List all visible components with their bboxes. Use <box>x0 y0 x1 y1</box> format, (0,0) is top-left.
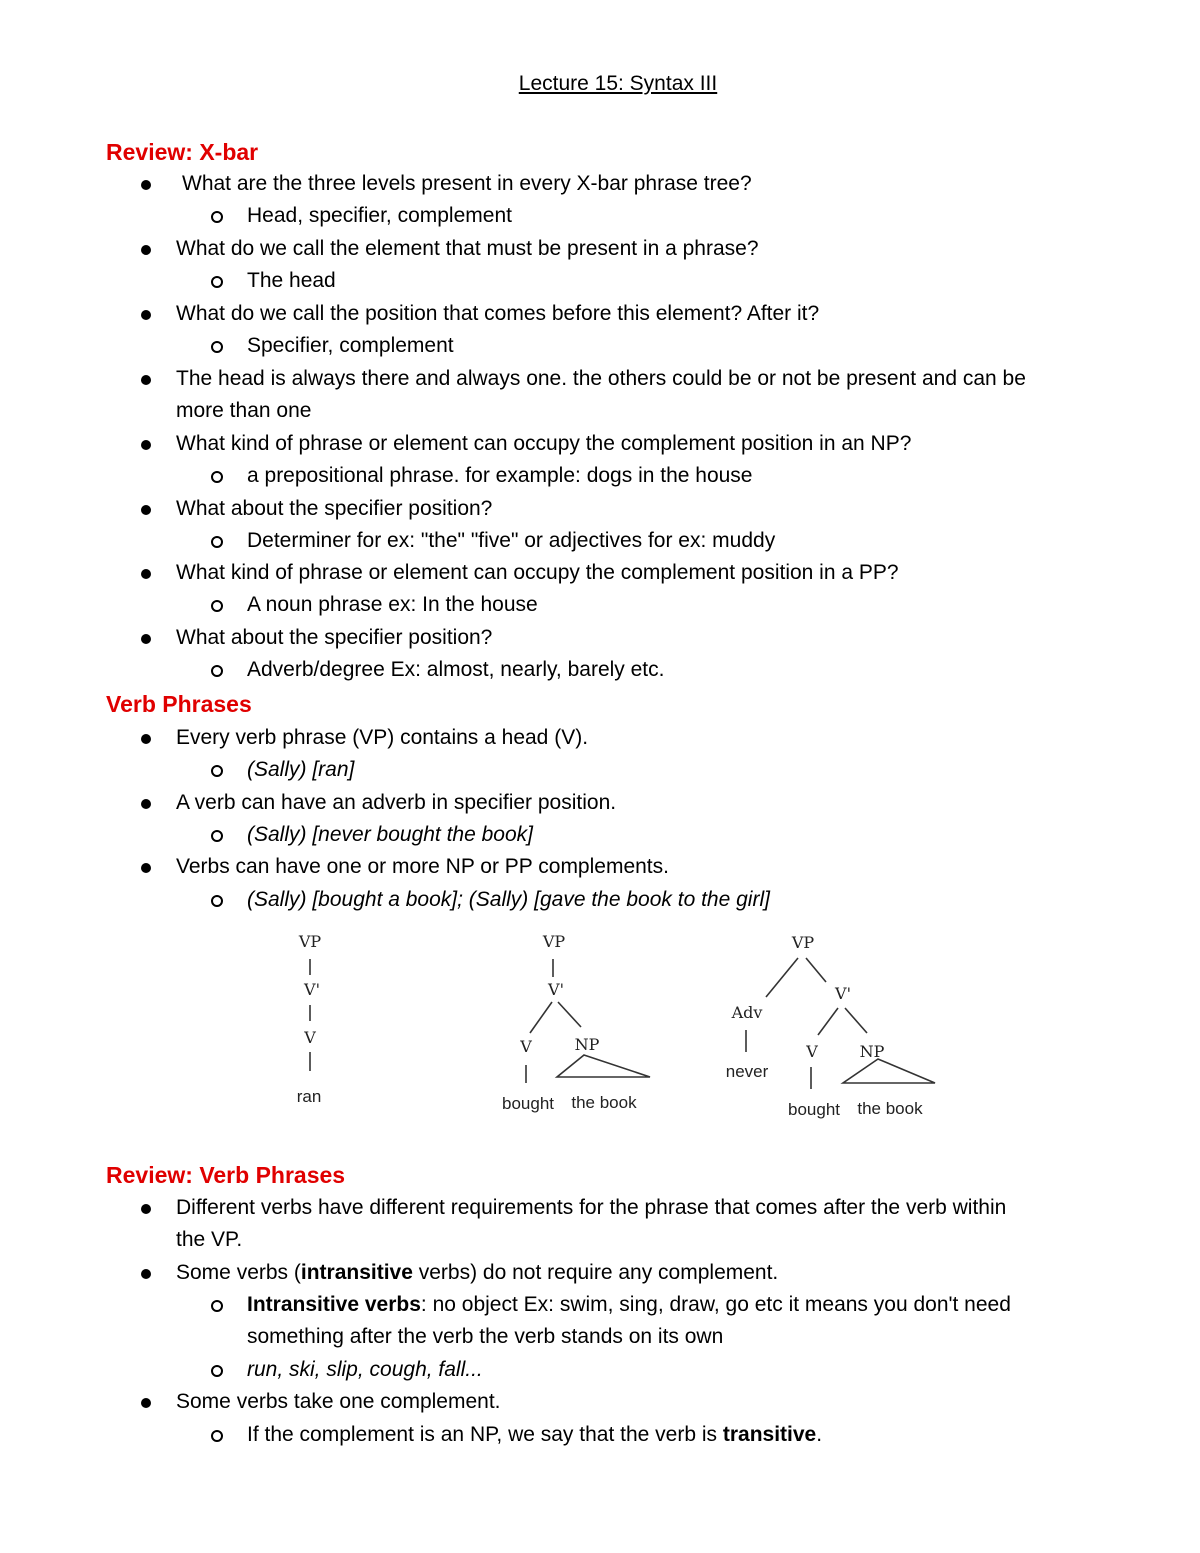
bullet-icon <box>141 863 151 873</box>
sub-list-item <box>247 1419 822 1451</box>
bullet-icon <box>141 245 151 255</box>
sub-list-item: The head <box>247 269 336 292</box>
bullet-icon <box>141 1269 151 1279</box>
tree2-object-words: the book <box>571 1093 637 1112</box>
tree3-vp-label: VP <box>791 933 815 952</box>
text-run: If the complement is an NP, we say that the verb is <box>247 1423 723 1446</box>
list-item: Verbs can have one or more NP or PP complements. <box>176 855 669 878</box>
sub-list-item: (Sally) [ran] <box>247 758 355 781</box>
sub-list-item: a prepositional phrase. for example: dogs in the house <box>247 464 753 487</box>
tree2-np-label: NP <box>574 1035 600 1054</box>
sub-list-item: run, ski, slip, cough, fall... <box>247 1358 483 1381</box>
list-item: What do we call the position that comes before this element? After it? <box>176 302 820 325</box>
bullet-icon <box>141 1398 151 1408</box>
circle-bullet-icon <box>211 1300 223 1312</box>
circle-bullet-icon <box>211 1430 223 1442</box>
sub-list-item <box>247 1289 1011 1321</box>
bullet-icon <box>141 569 151 579</box>
circle-bullet-icon <box>211 895 223 907</box>
circle-bullet-icon <box>211 211 223 223</box>
list-item: The head is always there and always one. the others could be or not be present and can be <box>176 367 1026 390</box>
tree2-vbar-label: V' <box>548 980 564 999</box>
tree1-v-label: V <box>304 1028 316 1047</box>
circle-bullet-icon <box>211 1365 223 1377</box>
tree3-vbar-label: V' <box>835 984 851 1003</box>
bullet-icon <box>141 799 151 809</box>
circle-bullet-icon <box>211 600 223 612</box>
section-heading-xbar: Review: X-bar <box>106 139 259 165</box>
text-run: : no object Ex: swim, sing, draw, go etc it means you don't need <box>420 1293 1011 1316</box>
text-run: verbs) do not require any complement. <box>412 1261 779 1284</box>
tree1-vbar-label: V' <box>304 980 320 999</box>
bullet-icon <box>141 310 151 320</box>
text-run: Some verbs ( <box>176 1261 301 1284</box>
list-item: Every verb phrase (VP) contains a head (V). <box>176 726 589 749</box>
tree1-word: ran <box>296 1087 322 1106</box>
list-item: What about the specifier position? <box>176 626 493 649</box>
sub-list-item: (Sally) [bought a book]; (Sally) [gave the book to the girl] <box>247 888 770 911</box>
bullet-icon <box>141 1204 151 1214</box>
tree3-adverb-word: never <box>725 1062 769 1081</box>
circle-bullet-icon <box>211 341 223 353</box>
list-item-continuation: the VP. <box>176 1228 243 1251</box>
sub-list-item: Specifier, complement <box>247 334 454 357</box>
list-item: Different verbs have different requirements for the phrase that comes after the verb within <box>176 1196 1007 1219</box>
circle-bullet-icon <box>211 830 223 842</box>
tree2-vp-label: VP <box>542 932 566 951</box>
circle-bullet-icon <box>211 536 223 548</box>
list-item: Some verbs take one complement. <box>176 1390 501 1413</box>
bold-term: transitive <box>722 1423 817 1446</box>
section-heading-verb-phrases: Verb Phrases <box>106 691 252 717</box>
list-item: A verb can have an adverb in specifier position. <box>176 791 617 814</box>
sub-list-item: Determiner for ex: "the" "five" or adjectives for ex: muddy <box>247 529 776 552</box>
text-run: . <box>816 1423 823 1446</box>
bullet-icon <box>141 734 151 744</box>
tree3-object-words: the book <box>857 1099 923 1118</box>
list-item: What about the specifier position? <box>176 497 493 520</box>
tree1-vp-label: VP <box>298 932 322 951</box>
sub-list-item: Head, specifier, complement <box>247 204 512 227</box>
circle-bullet-icon <box>211 276 223 288</box>
list-item: What kind of phrase or element can occupy the complement position in a PP? <box>176 561 899 584</box>
sub-list-item: A noun phrase ex: In the house <box>247 593 538 616</box>
page-title: Lecture 15: Syntax III <box>518 72 718 95</box>
tree3-v-label: V <box>806 1042 818 1061</box>
list-item: What do we call the element that must be present in a phrase? <box>176 237 759 260</box>
bullet-icon <box>141 375 151 385</box>
sub-list-item-continuation: something after the verb the verb stands on its own <box>247 1325 724 1348</box>
bullet-icon <box>141 180 151 190</box>
bold-term: Intransitive verbs <box>247 1293 421 1316</box>
circle-bullet-icon <box>211 471 223 483</box>
bullet-icon <box>141 505 151 515</box>
sub-list-item: Adverb/degree Ex: almost, nearly, barely etc. <box>247 658 665 681</box>
bold-term: intransitive <box>300 1261 413 1284</box>
tree3-adv-label: Adv <box>731 1003 763 1022</box>
list-item: What kind of phrase or element can occupy the complement position in an NP? <box>176 432 912 455</box>
sub-list-item: (Sally) [never bought the book] <box>247 823 534 846</box>
list-item: What are the three levels present in every X-bar phrase tree? <box>182 172 752 195</box>
bullet-icon <box>141 440 151 450</box>
circle-bullet-icon <box>211 665 223 677</box>
tree2-verb-word: bought <box>502 1094 554 1113</box>
tree2-v-label: V <box>520 1037 532 1056</box>
tree3-verb-word: bought <box>788 1100 840 1119</box>
bullet-icon <box>141 634 151 644</box>
circle-bullet-icon <box>211 765 223 777</box>
list-item-continuation: more than one <box>176 399 312 422</box>
tree3-np-label: NP <box>859 1042 885 1061</box>
section-heading-review-verb-phrases: Review: Verb Phrases <box>106 1162 346 1188</box>
list-item <box>176 1257 778 1289</box>
vp-tree-diagrams <box>0 925 1200 1135</box>
